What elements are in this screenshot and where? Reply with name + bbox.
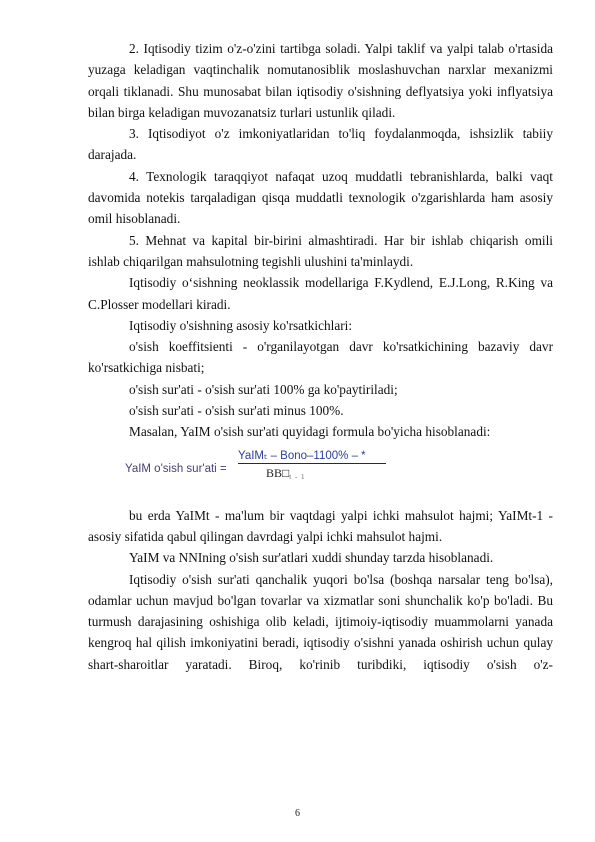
paragraph-gnp-nni-rates: YaIM va NNIning o'sish sur'atlari xuddi shunday tarzda hisoblanadi. <box>129 550 494 566</box>
paragraph-growth-coefficient: o'sish koeffitsienti - o'rganilayotgan davr ko'rsatkichining bazaviy davr ko'rsatkichiga nisbati; <box>88 339 553 376</box>
formula-fraction <box>238 448 394 481</box>
paragraph-technological-progress: 4. Texnologik taraqqiyot nafaqat uzoq muddatli tebranishlarda, balki vaqt davomida notekis tarqaladigan qisqa muddatli texnologik o'zgarishlarda ham asosiy omil hisoblanadi. <box>88 168 553 227</box>
formula-left-side: YaIM o'sish sur'ati = <box>125 462 227 475</box>
paragraph-formula-explanation: bu erda YaIMt - ma'lum bir vaqtdagi yalpi ichki mahsulot hajmi; YaIMt-1 - asosiy sifatida qabul qilingan davrdagi yalpi ichki mahsulot hajmi. <box>88 507 553 544</box>
paragraph-increment-rate: o'sish sur'ati - o'sish sur'ati minus 100%. <box>129 403 344 419</box>
gdp-growth-formula <box>88 445 553 505</box>
paragraph-labor-capital: 5. Mehnat va kapital bir-birini almashtiradi. Har bir ishlab chiqarish omili ishlab chiqarilgan mahsulotning tegishli ulushini ta'minlaydi. <box>88 232 553 269</box>
formula-numerator: YaIMₜ – Bono–1100% – * <box>238 449 366 462</box>
formula-denominator-subscript: t - 1 <box>289 472 306 481</box>
formula-denominator <box>266 466 394 481</box>
paragraph-indicators-heading: Iqtisodiy o'sishning asosiy ko'rsatkichlari: <box>129 317 353 333</box>
page-number: 6 <box>295 808 300 819</box>
paragraph-neoclassical-models: Iqtisodiy o‘sishning neoklassik modellariga F.Kydlend, E.J.Long, R.King va C.Plosser modellari kiradi. <box>88 275 553 312</box>
paragraph-growth-benefits: Iqtisodiy o'sish sur'ati qanchalik yuqori bo'lsa (boshqa narsalar teng bo'lsa), odamlar uchun mavjud bo'lgan tovarlar va xizmatlar soni shunchalik ko'p bo'ladi. Bu turmush darajasining oshishiga olib keladi, ijtimoiy-iqtisodiy muammolarni yanada kengroq hal qilish imkoniyatini beradi, iqtisodiy o'sishni yanada oshirish uchun qulay shart-sharoitlar yaratadi. Biroq, ko'rinib turibdiki, iqtisodiy o'sish o'z- <box>88 571 553 672</box>
page-body <box>88 38 553 675</box>
paragraph-self-regulation: 2. Iqtisodiy tizim o'z-o'zini tartibga soladi. Yalpi taklif va yalpi talab o'rtasida yuzaga keladigan vaqtinchalik nomutanosiblik moslashuvchan narxlar mexanizmi orqali tiklanadi. Shu munosabat bilan iqtisodiy o'sishning deflyatsiya yoki inflyatsiya bilan birga keladigan muvozanatsiz turlari ustunlik qiladi. <box>88 41 553 120</box>
paragraph-full-employment: 3. Iqtisodiyot o'z imkoniyatlaridan to'liq foydalanmoqda, ishsizlik tabiiy darajada. <box>88 126 553 163</box>
fraction-bar <box>238 463 386 464</box>
formula-denominator-base: BB□ <box>266 465 290 480</box>
paragraph-example-intro: Masalan, YaIM o'sish sur'ati quyidagi formula bo'yicha hisoblanadi: <box>129 424 491 440</box>
paragraph-growth-rate: o'sish sur'ati - o'sish sur'ati 100% ga ko'paytiriladi; <box>129 381 398 397</box>
